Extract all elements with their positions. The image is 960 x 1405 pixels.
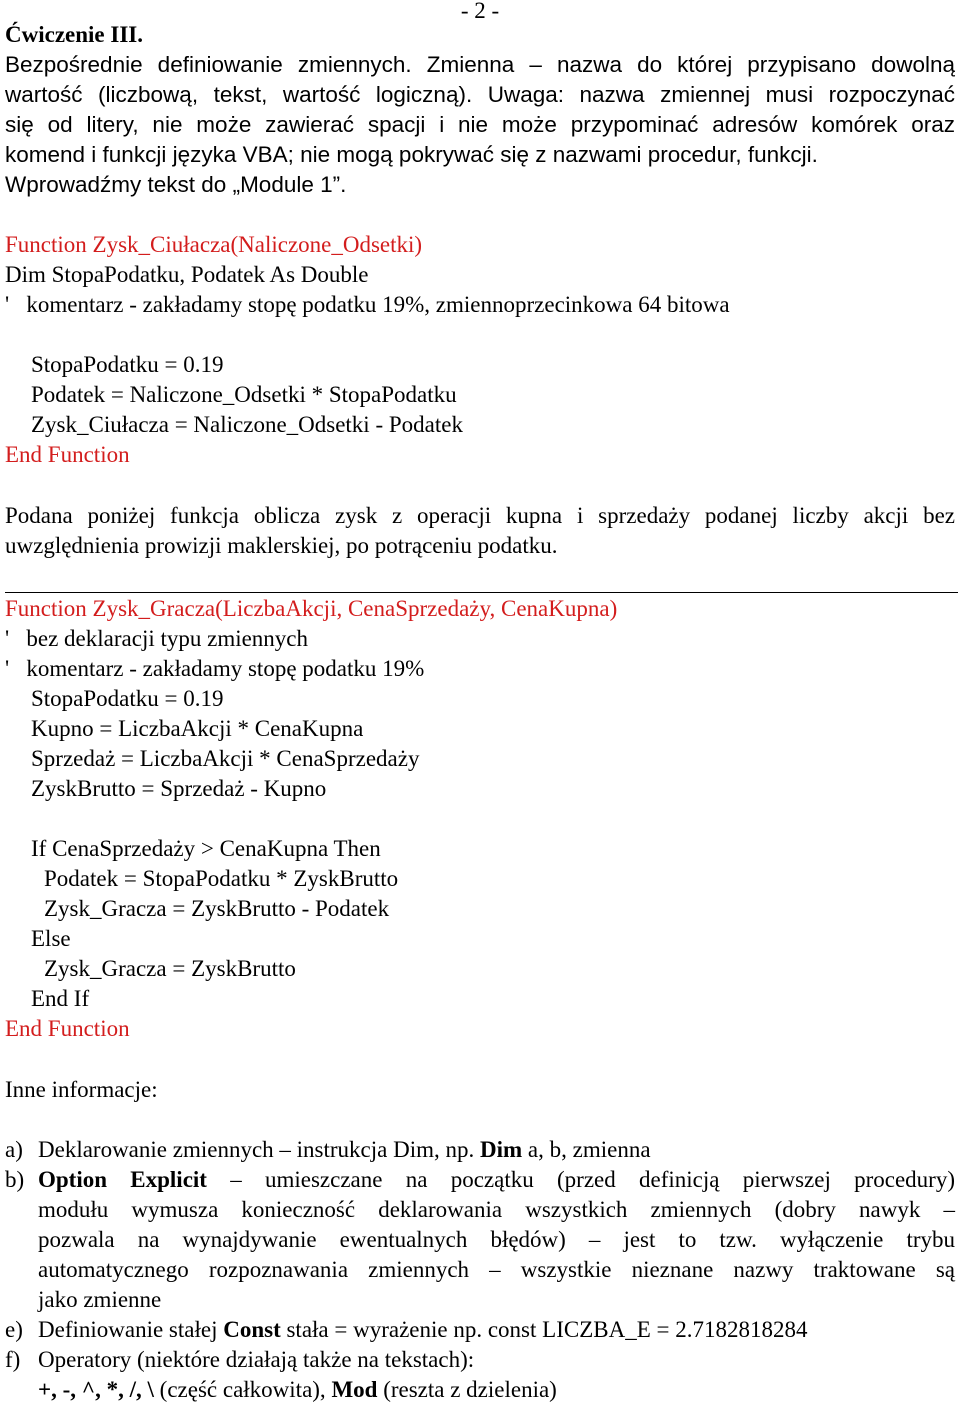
info-heading: Inne informacje:: [5, 1077, 158, 1102]
exercise-title: Ćwiczenie III.: [5, 22, 143, 47]
info-f-text-end: (reszta z dzielenia): [377, 1377, 557, 1402]
info-e-text-end: stała = wyrażenie np. const LICZBA_E = 2.7182818284: [280, 1317, 808, 1342]
code1-line-2: Podatek = Naliczone_Odsetki * StopaPodatku: [31, 382, 457, 407]
code2-if-line-4: Else: [31, 926, 71, 951]
intro-line-5: Wprowadźmy tekst do „Module 1”.: [5, 172, 347, 197]
code2-line-1: StopaPodatku = 0.19: [31, 686, 224, 711]
info-b-line-2: modułu wymusza konieczność deklarowania wszystkich zmiennych (dobry nawyk –: [38, 1197, 955, 1222]
list-label-e: e): [5, 1317, 23, 1342]
code2-line-4: ZyskBrutto = Sprzedaż - Kupno: [31, 776, 327, 801]
code2-if-line-6: End If: [31, 986, 90, 1011]
code2-function-header: Function Zysk_Gracza(LiczbaAkcji, CenaSprzedaży, CenaKupna): [5, 596, 618, 621]
code1-line-3: Zysk_Ciułacza = Naliczone_Odsetki - Podatek: [31, 412, 463, 437]
info-a-keyword: Dim: [480, 1137, 523, 1162]
description-line-2: uwzględnienia prowizji maklerskiej, po potrąceniu podatku.: [5, 533, 558, 558]
info-b-line-5: jako zmienne: [38, 1287, 162, 1312]
code1-function-header: Function Zysk_Ciułacza(Naliczone_Odsetki): [5, 232, 423, 257]
info-a-text-end: a, b, zmienna: [522, 1137, 651, 1162]
info-a-text: Deklarowanie zmiennych – instrukcja Dim, np.: [38, 1137, 480, 1162]
code2-end-function: End Function: [5, 1016, 130, 1041]
code2-if-line-5: Zysk_Gracza = ZyskBrutto: [44, 956, 296, 981]
horizontal-rule: [5, 592, 958, 593]
code1-end-function: End Function: [5, 442, 130, 467]
code1-line-1: StopaPodatku = 0.19: [31, 352, 224, 377]
info-f-mod-keyword: Mod: [331, 1377, 378, 1402]
code2-comment-2: ' komentarz - zakładamy stopę podatku 19%: [5, 656, 425, 681]
info-e-text: Definiowanie stałej: [38, 1317, 224, 1342]
info-e-keyword: Const: [223, 1317, 281, 1342]
code1-comment: ' komentarz - zakładamy stopę podatku 19%, zmiennoprzecinkowa 64 bitowa: [5, 292, 730, 317]
page-number: - 2 -: [460, 0, 500, 23]
code2-if-line-2: Podatek = StopaPodatku * ZyskBrutto: [44, 866, 399, 891]
code2-line-2: Kupno = LiczbaAkcji * CenaKupna: [31, 716, 364, 741]
list-label-b: b): [5, 1167, 25, 1192]
intro-line-3: się od litery, nie może zawierać spacji i nie może przypominać adresów komórek oraz: [5, 112, 955, 137]
code2-comment-1: ' bez deklaracji typu zmiennych: [5, 626, 309, 651]
code2-if-line-3: Zysk_Gracza = ZyskBrutto - Podatek: [44, 896, 390, 921]
intro-line-1: Bezpośrednie definiowanie zmiennych. Zmienna – nazwa do której przypisano dowolną: [5, 52, 955, 77]
info-b-keyword: Option Explicit: [38, 1167, 207, 1192]
code1-dim: Dim StopaPodatku, Podatek As Double: [5, 262, 369, 287]
description-line-1: Podana poniżej funkcja oblicza zysk z operacji kupna i sprzedaży podanej liczby akcji bez: [5, 503, 955, 528]
code2-line-3: Sprzedaż = LiczbaAkcji * CenaSprzedaży: [31, 746, 420, 771]
info-b-line-4: automatycznego rozpoznawania zmiennych – wszystkie nieznane nazwy traktowane są: [38, 1257, 955, 1282]
info-f-line-1: Operatory (niektóre działają także na tekstach):: [38, 1347, 475, 1372]
info-f-text: (część całkowita),: [153, 1377, 332, 1402]
info-f-operators: +, -, ^, *, /, \: [38, 1377, 154, 1402]
code2-if-line-1: If CenaSprzedaży > CenaKupna Then: [31, 836, 381, 861]
info-b-line-1: – umieszczane na początku (przed definicją pierwszej procedury): [206, 1167, 955, 1192]
info-b-line-3: pozwala na wynajdywanie ewentualnych błędów) – jest to tzw. wyłączenie trybu: [38, 1227, 955, 1252]
list-label-a: a): [5, 1137, 23, 1162]
intro-line-2: wartość (liczbową, tekst, wartość logiczną). Uwaga: nazwa zmiennej musi rozpoczynać: [5, 82, 955, 107]
list-label-f: f): [5, 1347, 21, 1372]
intro-line-4: komend i funkcji języka VBA; nie mogą pokrywać się z nazwami procedur, funkcji.: [5, 142, 818, 167]
